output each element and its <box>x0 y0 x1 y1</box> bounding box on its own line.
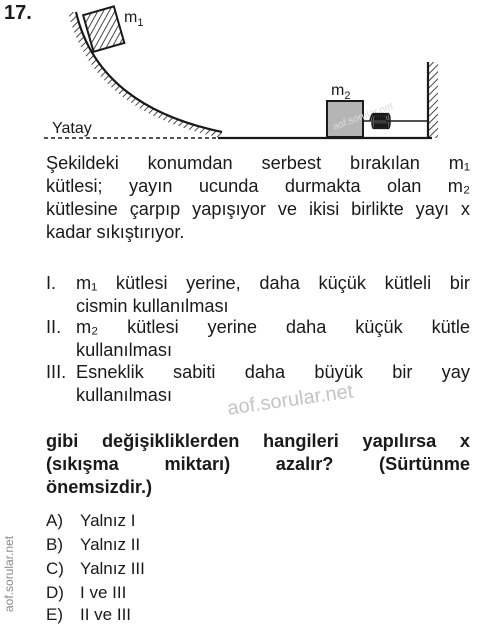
statement-2: II. m₂ kütlesi yerine daha küçük kütle kullanılması <box>46 317 470 360</box>
answer-b[interactable]: B) Yalnız II <box>46 535 141 554</box>
figure-watermark: aof.sorular.net <box>331 100 395 133</box>
mass-m1-block <box>83 6 124 51</box>
question-stem: Şekildeki konumdan serbest bırakılan m₁ kütlesi; yayın ucunda durmakta olan m₂ kütlesine çarpıp yapışıyor ve ikisi birlikte yayı x kadar sıkıştırıyor. <box>46 153 470 242</box>
spring-coil <box>363 114 428 129</box>
watermark-side: aof.sorular.net <box>2 535 16 612</box>
physics-figure <box>0 0 500 150</box>
statement-1: I. m₁ kütlesi yerine, daha küçük kütleli bir cismin kullanılması <box>46 273 470 316</box>
m1-label: $m_1$ <box>124 9 144 29</box>
answer-d[interactable]: D) I ve III <box>46 583 127 602</box>
answer-a[interactable]: A) Yalnız I <box>46 511 136 530</box>
answer-c[interactable]: C) Yalnız III <box>46 559 145 578</box>
answer-e[interactable]: E) II ve III <box>46 605 132 624</box>
watermark-middle: aof.sorular.net <box>226 380 355 420</box>
statement-3: III. Esneklik sabiti daha büyük bir yay kullanılması <box>46 362 470 405</box>
horizontal-label: Yatay <box>52 120 92 137</box>
question-number: 17. <box>4 2 32 24</box>
m2-label: $m_2$ <box>331 82 351 102</box>
question-prompt: gibi değişikliklerden hangileri yapılırsa x (sıkışma miktarı) azalır? (Sürtünme önemsizdir.) <box>46 431 470 497</box>
wall-hatching <box>428 62 438 138</box>
